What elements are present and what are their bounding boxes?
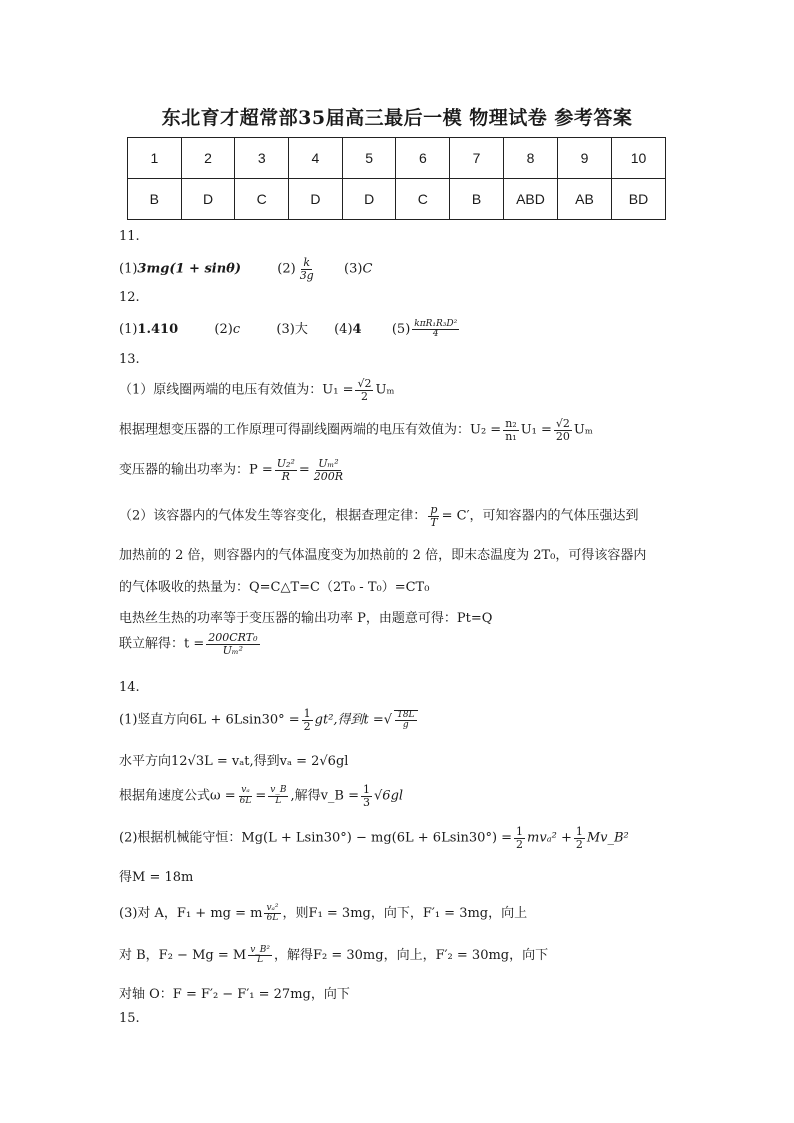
- q13-label: 13.: [119, 352, 140, 367]
- q11-answers: (1)3mg(1 + sinθ) (2) $\frac{k}{3g}$ (3)C: [119, 256, 373, 282]
- question-number: 10: [611, 138, 665, 179]
- q12-part2: c: [232, 322, 241, 337]
- q14-line4: (2)根据机械能守恒：Mg(L + Lsin30°) − mg(6L + 6Lsin30°) = $\frac{1}{2}$ mvₐ² + $\frac{1}{2}$ Mv_B²: [119, 825, 629, 851]
- q12-answers: (1)1.410 (2)c (3)大 (4)4 (5) $\frac{\text{kπR₁R₃D²}}{4}$: [119, 318, 458, 339]
- q13-line2: 根据理想变压器的工作原理可得副线圈两端的电压有效值为：U₂ = $\frac{\text{n₂}}{\text{n₁}}$ U₁ = $\frac{√2}{20}$ Uₘ: [119, 417, 593, 443]
- q12-part4: 4: [352, 322, 362, 337]
- answer-cell: AB: [558, 179, 612, 220]
- q11-part2-fraction: $\frac{k}{3g}$: [299, 256, 314, 282]
- q13-line6: 的气体吸收的热量为：Q=C△T=C（2T₀ - T₀）=CT₀: [119, 580, 430, 595]
- page-title: 东北育才超常部35届高三最后一模 物理试卷 参考答案: [161, 107, 633, 129]
- q12-part5-fraction: $\frac{\text{kπR₁R₃D²}}{4}$: [414, 318, 458, 339]
- answer-cell: BD: [611, 179, 665, 220]
- q12-part3: (3)大: [276, 322, 308, 337]
- table-row-numbers: [128, 138, 666, 179]
- question-number: 3: [235, 138, 289, 179]
- answer-cell: B: [450, 179, 504, 220]
- answer-cell: D: [342, 179, 396, 220]
- q14-label: 14.: [119, 680, 140, 695]
- q13-line3: 变压器的输出功率为：P = $\frac{\text{U₂²}}{R}$ = $\frac{\text{Uₘ²}}{200R}$: [119, 457, 344, 483]
- answer-table: [127, 137, 666, 220]
- question-number: 1: [128, 138, 182, 179]
- q13-line7: 电热丝生热的功率等于变压器的输出功率 P，由题意可得：Pt=Q: [119, 611, 493, 626]
- q14-line5: 得M = 18m: [119, 870, 194, 885]
- q14-line1: (1)竖直方向6L + 6Lsin30° = $\frac{1}{2}$ gt²,得到t =√ $\frac{18L}{g}$: [119, 708, 420, 732]
- question-number: 8: [503, 138, 557, 179]
- answer-cell: B: [128, 179, 182, 220]
- q12-part1: 1.410: [137, 322, 179, 337]
- q15-label: 15.: [119, 1011, 140, 1026]
- q14-line2: 水平方向12√3L = vₐt,得到vₐ = 2√6gl: [119, 754, 349, 769]
- q11-label: 11.: [119, 229, 140, 244]
- answer-cell: D: [289, 179, 343, 220]
- answer-cell: C: [396, 179, 450, 220]
- question-number: 5: [342, 138, 396, 179]
- q12-label: 12.: [119, 290, 140, 305]
- question-number: 9: [558, 138, 612, 179]
- question-number: 2: [181, 138, 235, 179]
- q14-line7: 对 B，F₂ − Mg = M $\frac{\text{v\_B²}}{L}$ ，解得F₂ = 30mg，向上，F′₂ = 30mg，向下: [119, 944, 549, 965]
- q11-part1: 3mg(1 + sinθ): [137, 261, 241, 277]
- table-row-answers: [128, 179, 666, 220]
- q13-line1: （1）原线圈两端的电压有效值为：U₁ = $\frac{√2}{2}$ Uₘ: [119, 377, 395, 403]
- answer-cell: ABD: [503, 179, 557, 220]
- q13-line8: 联立解得：t = $\frac{\text{200CRT₀}}{\text{Uₘ²}}$: [119, 631, 258, 657]
- q13-line5: 加热前的 2 倍，则容器内的气体温度变为加热前的 2 倍，即末态温度为 2T₀，可得该容器内: [119, 548, 647, 563]
- question-number: 7: [450, 138, 504, 179]
- answer-cell: C: [235, 179, 289, 220]
- question-number: 6: [396, 138, 450, 179]
- q14-line3: 根据角速度公式ω = $\frac{\text{vₐ}}{6L}$ = $\frac{v\_B}{L}$ ,解得v_B = $\frac{1}{3}$ √6gl: [119, 783, 404, 809]
- q14-line6: (3)对 A，F₁ + mg = m $\frac{\text{vₐ²}}{6L}$ ，则F₁ = 3mg，向下，F′₁ = 3mg，向上: [119, 902, 528, 923]
- answer-cell: D: [181, 179, 235, 220]
- q14-line8: 对轴 O：F = F′₂ − F′₁ = 27mg，向下: [119, 987, 350, 1002]
- q13-line4: （2）该容器内的气体发生等容变化，根据查理定律： $\frac{p}{T}$ = C′，可知容器内的气体压强达到: [119, 503, 639, 529]
- question-number: 4: [289, 138, 343, 179]
- q11-part3: C: [362, 261, 373, 277]
